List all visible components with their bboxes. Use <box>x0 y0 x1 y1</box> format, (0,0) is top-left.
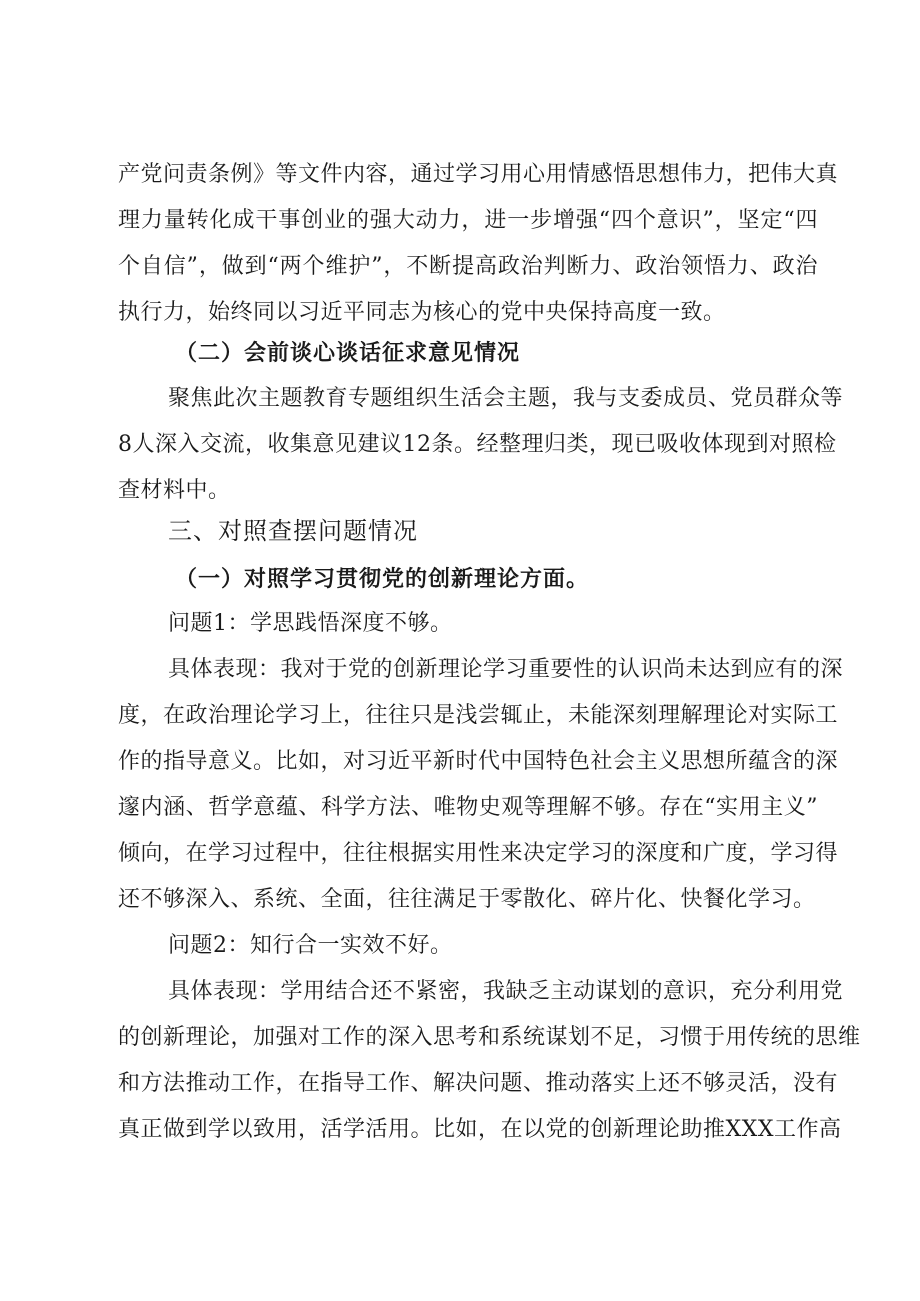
text-line: 还不够深入、系统、全面，往往满足于零散化、碎片化、快餐化学习。 <box>118 887 816 912</box>
text-line: 产党问责条例》等文件内容，通过学习用心用情感悟思想伟力，把伟大真 <box>118 162 839 187</box>
text-line: 具体表现：学用结合还不紧密，我缺乏主动谋划的意识，充分利用党 <box>168 979 844 1004</box>
problem-1-title: 问题1：学思践悟深度不够。 <box>168 611 453 636</box>
text-line: 真正做到学以致用，活学活用。比如，在以党的创新理论助推XXX工作高 <box>118 1117 842 1142</box>
text-line: 聚焦此次主题教育专题组织生活会主题，我与支委成员、党员群众等 <box>168 386 844 411</box>
text-line: 具体表现：我对于党的创新理论学习重要性的认识尚未达到应有的深 <box>168 657 844 682</box>
chapter-heading-3: 三、对照查摆问题情况 <box>168 517 418 545</box>
text-line: 邃内涵、哲学意蕴、科学方法、唯物史观等理解不够。存在“实用主义” <box>118 795 818 820</box>
text-line: 8人深入交流，收集意见建议12条。经整理归类，现已吸收体现到对照检 <box>118 432 837 457</box>
text-line: 作的指导意义。比如，对习近平新时代中国特色社会主义思想所蕴含的深 <box>118 749 839 774</box>
text-line: 和方法推动工作，在指导工作、解决问题、推动落实上还不够灵活，没有 <box>118 1071 839 1096</box>
text-line: 理力量转化成干事创业的强大动力，进一步增强“四个意识”，坚定“四 <box>118 208 818 233</box>
text-line: 个自信”，做到“两个维护”，不断提高政治判断力、政治领悟力、政治 <box>118 254 818 279</box>
text-line: 执行力，始终同以习近平同志为核心的党中央保持高度一致。 <box>118 300 726 325</box>
problem-2-title: 问题2：知行合一实效不好。 <box>168 933 453 958</box>
section-heading-3-1: （一）对照学习贯彻党的创新理论方面。 <box>175 566 590 592</box>
text-line: 倾向，在学习过程中，往往根据实用性来决定学习的深度和广度，学习得 <box>118 841 839 866</box>
text-line: 度，在政治理论学习上，往往只是浅尝辄止，未能深刻理解理论对实际工 <box>118 703 839 728</box>
section-heading-2: （二）会前谈心谈话征求意见情况 <box>175 340 521 366</box>
text-line: 的创新理论，加强对工作的深入思考和系统谋划不足，习惯于用传统的思维 <box>118 1025 861 1050</box>
text-line: 查材料中。 <box>118 478 231 503</box>
